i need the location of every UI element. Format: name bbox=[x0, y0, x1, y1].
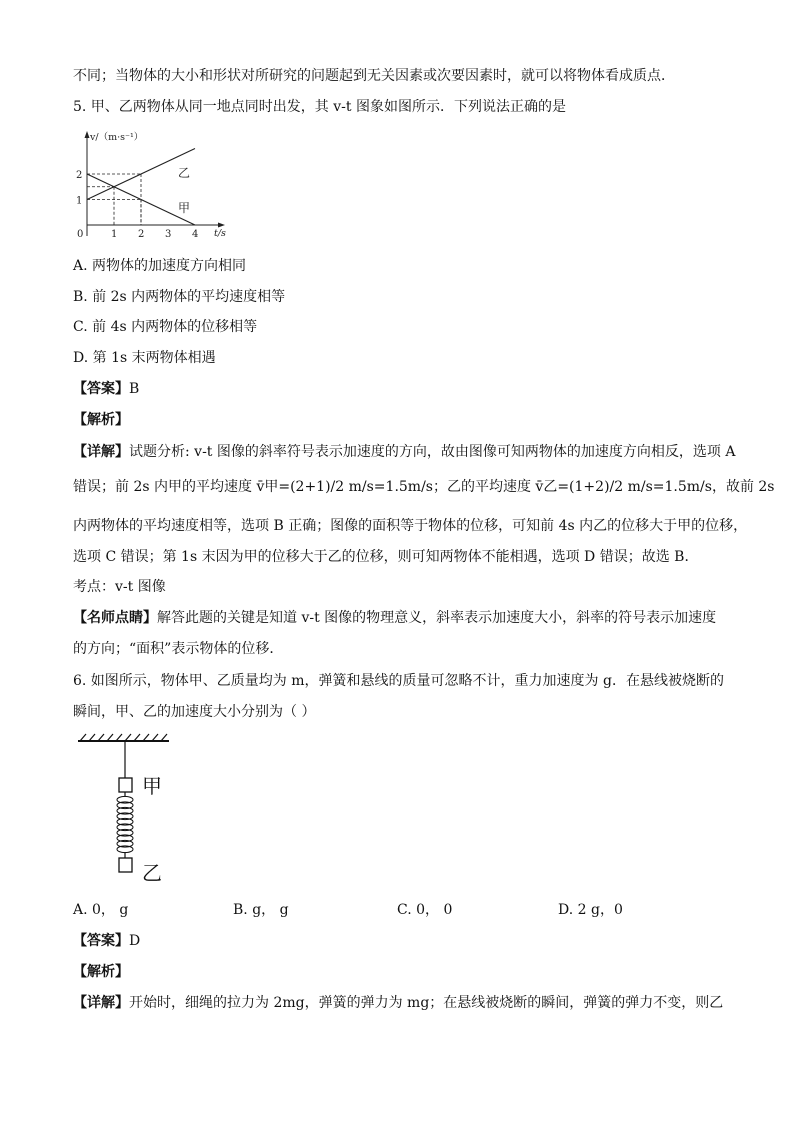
answer-value: B bbox=[129, 381, 140, 397]
series-label-yi: 乙 bbox=[178, 166, 191, 180]
q5-answer bbox=[73, 380, 139, 398]
q5-detail-line-1 bbox=[73, 443, 735, 461]
q6-option-a: A. 0， g bbox=[73, 902, 129, 918]
q6-stem-line-1: 6. 如图所示，物体甲、乙质量均为 m，弹簧和悬线的质量可忽略不计，重力加速度为 g．在悬线被烧断的 bbox=[73, 673, 724, 689]
answer-value: D bbox=[129, 933, 141, 949]
intro-line: 不同；当物体的大小和形状对所研究的问题起到无关因素或次要因素时，就可以将物体看成质点． bbox=[73, 68, 675, 84]
q6-option-c: C. 0， 0 bbox=[397, 902, 453, 918]
series-label-jia: 甲 bbox=[178, 201, 191, 215]
q5-kaodian: 考点：v-t 图像 bbox=[73, 579, 166, 595]
x-axis-label: t/s bbox=[214, 228, 226, 239]
q5-detail-line-4: 选项 C 错误；第 1s 末因为甲的位移大于乙的位移，则可知两物体不能相遇，选项 D 错误；故选 B． bbox=[73, 549, 699, 565]
q5-mingshi-line-2: 的方向；“面积”表示物体的位移． bbox=[73, 641, 284, 657]
spring bbox=[117, 796, 133, 852]
vt-chart bbox=[72, 128, 262, 240]
q5-analysis-label: 【解析】 bbox=[73, 412, 129, 428]
y-axis-arrow bbox=[85, 131, 90, 138]
spring-figure bbox=[72, 730, 182, 886]
q6-answer bbox=[73, 932, 140, 950]
block-yi bbox=[119, 858, 132, 872]
detail-text: 开始时，细绳的拉力为 2mg，弹簧的弹力为 mg；在悬线被烧断的瞬间，弹簧的弹力不变，则乙 bbox=[129, 995, 724, 1011]
detail-text: 试题分析: v-t 图像的斜率符号表示加速度的方向，故由图像可知两物体的加速度方向相反，选项 A bbox=[129, 444, 736, 460]
block-jia bbox=[119, 778, 132, 792]
q5-option-a: A. 两物体的加速度方向相同 bbox=[73, 258, 247, 274]
label-yi: 乙 bbox=[142, 861, 162, 885]
q6-detail-line bbox=[73, 994, 723, 1012]
x-tick-label: 4 bbox=[192, 229, 199, 240]
q5-stem: 5. 甲、乙两物体从同一地点同时出发，其 v-t 图象如图所示．下列说法正确的是 bbox=[73, 99, 566, 115]
ceiling-hatching bbox=[80, 734, 167, 741]
mingshi-label: 【名师点睛】 bbox=[73, 610, 157, 626]
label-jia: 甲 bbox=[142, 774, 162, 798]
q6-options bbox=[73, 899, 733, 919]
q5-option-b: B. 前 2s 内两物体的平均速度相等 bbox=[73, 289, 286, 305]
q5-detail-line-3: 内两物体的平均速度相等，选项 B 正确；图像的面积等于物体的位移，可知前 4s 内乙的位移大于甲的位移， bbox=[73, 518, 748, 534]
x-tick-label: 2 bbox=[138, 229, 145, 240]
q6-option-b: B. g， g bbox=[233, 902, 289, 918]
y-tick-label: 2 bbox=[76, 170, 83, 181]
q5-option-c: C. 前 4s 内两物体的位移相等 bbox=[73, 319, 258, 335]
q5-detail-line-2: 错误；前 2s 内甲的平均速度 v̄甲=(2+1)/2 m/s=1.5m/s；乙的平均速度 v̄乙=(1+2)/2 m/s=1.5m/s，故前 2s bbox=[73, 479, 775, 495]
answer-label: 【答案】 bbox=[73, 381, 129, 397]
detail-label: 【详解】 bbox=[73, 995, 129, 1011]
q6-analysis-label: 【解析】 bbox=[73, 964, 129, 980]
x-tick-label: 3 bbox=[165, 229, 172, 240]
mingshi-text: 解答此题的关键是知道 v-t 图像的物理意义，斜率表示加速度大小，斜率的符号表示加速度 bbox=[157, 610, 717, 626]
q6-stem-line-2: 瞬间，甲、乙的加速度大小分别为（ ） bbox=[73, 704, 316, 720]
y-tick-label: 1 bbox=[76, 195, 83, 207]
x-axis-arrow bbox=[218, 223, 225, 228]
q5-option-d: D. 第 1s 末两物体相遇 bbox=[73, 350, 216, 366]
answer-label: 【答案】 bbox=[73, 933, 129, 949]
y-axis-label: v/（m·s⁻¹） bbox=[90, 132, 144, 143]
q6-option-d: D. 2 g，0 bbox=[558, 902, 623, 918]
q5-mingshi-line-1 bbox=[73, 609, 716, 627]
x-tick-label: 1 bbox=[111, 229, 118, 240]
detail-label: 【详解】 bbox=[73, 444, 129, 460]
x-tick-0: 0 bbox=[77, 229, 84, 240]
